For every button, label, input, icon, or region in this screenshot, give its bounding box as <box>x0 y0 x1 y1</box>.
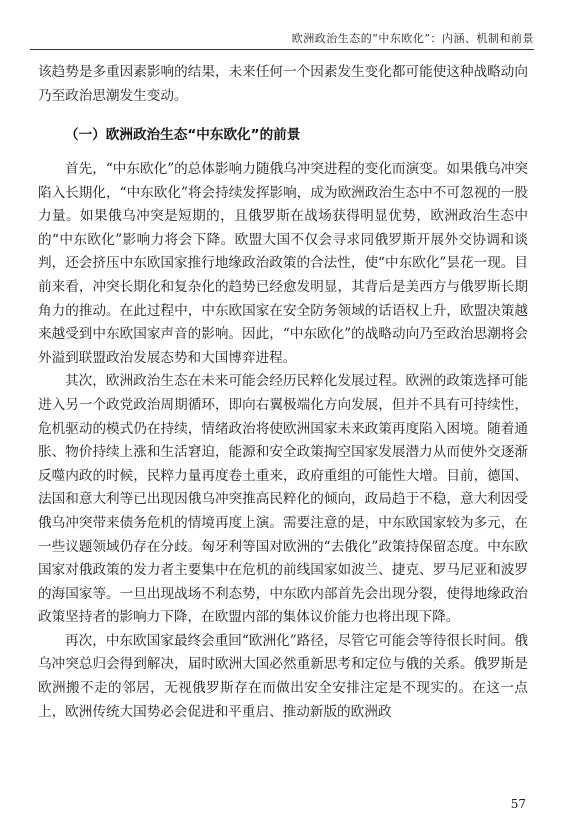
section-heading: （一）欧洲政治生态“中东欧化”的前景 <box>65 127 301 143</box>
paragraph-first: 首先，“中东欧化”的总体影响力随俄乌冲突进程的变化而演变。如果俄乌冲突陷入长期化，“中东欧化”将会持续发挥影响，成为欧洲政治生态中不可忽视的一股力量。如果俄乌冲突是短期的，且俄罗斯在战场获得明显优势，欧洲政治生态中的“中东欧化”影响力将会下降。欧盟大国不仅会寻求同俄罗斯开展外交协调和谈判，还会挤压中东欧国家推行地缘政治政策的合法性，使“中东欧化”昙花一现。目前来看，冲突长期化和复杂化的趋势已经愈发明显，其背后是美西方与俄罗斯长期角力的推动。在此过程中，中东欧国家在安全防务领域的话语权上升，欧盟决策越来越受到中东欧国家声音的影响。因此，“中东欧化”的战略动向乃至政治思潮将会外溢到联盟政治发展态势和大国博弈进程。 <box>38 161 528 366</box>
page-number: 57 <box>510 797 526 811</box>
paragraph-third: 再次，中东欧国家最终会重回“欧洲化”路径，尽管它可能会等待很长时间。俄乌冲突总归会得到解决，届时欧洲大国必然重新思考和定位与俄的关系。俄罗斯是欧洲搬不走的邻居，无视俄罗斯存在而做出安全安排注定是不现实的。在这一点上，欧洲传统大国势必会促进和平重启、推动新版的欧洲政 <box>38 632 528 720</box>
running-head: 欧洲政治生态的“中东欧化”：内涵、机制和前景 <box>291 32 534 45</box>
main-text-block <box>38 158 528 724</box>
intro-text-block <box>38 61 528 108</box>
paragraph-second: 其次，欧洲政治生态在未来可能会经历民粹化发展过程。欧洲的政策选择可能进入另一个政党政治周期循环，即向右翼极端化方向发展，但并不具有可持续性，危机驱动的模式仍在持续，情绪政治将使欧洲国家未来政策再度陷入困境。随着通胀、物价持续上涨和生活窘迫，能源和安全政策掏空国家发展潜力从而使外交逐渐反噬内政的时候，民粹力量再度卷土重来，政府重组的可能性大增。目前，德国、法国和意大利等已出现因俄乌冲突推高民粹化的倾向，政局趋于不稳，意大利因受俄乌冲突带来债务危机的情境再度上演。需要注意的是，中东欧国家较为多元，在一些议题领域仍存在分歧。匈牙利等国对欧洲的“去俄化”政策持保留态度。中东欧国家对俄政策的发力者主要集中在危机的前线国家如波兰、捷克、罗马尼亚和波罗的海国家等。一旦出现战场不利态势，中东欧内部首先会出现分裂，使得地缘政治政策坚持者的影响力下降，在欧盟内部的集体议价能力也将出现下降。 <box>38 373 528 626</box>
header-rule <box>30 49 534 50</box>
intro-paragraph: 该趋势是多重因素影响的结果，未来任何一个因素发生变化都可能使这种战略动向乃至政治思潮发生变动。 <box>38 64 528 104</box>
